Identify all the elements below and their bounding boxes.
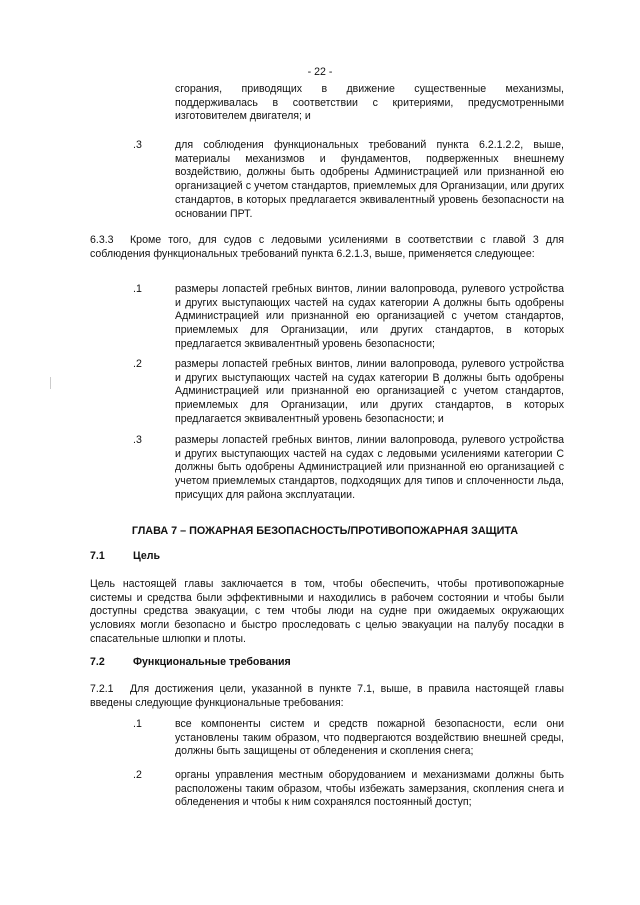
- item-text: для соблюдения функциональных требований пункта 6.2.1.2.2, выше, материалы механизмов и фундаментов, подверженных внешнему воздействию, должны быть одобрены Администрацией или признанной ею организацией с учетом стандартов, приемлемых для Организации, или других стандартов, в которых предлагается эквивалентный уровень безопасности на основании ПРТ.: [175, 139, 564, 220]
- page-number: - 22 -: [307, 66, 333, 78]
- list-item-number: .1: [133, 718, 142, 730]
- margin-mark: [50, 377, 51, 389]
- item-number: .3: [133, 139, 142, 151]
- list-item-number: .3: [133, 434, 142, 446]
- section-heading-title: Функциональные требования: [133, 656, 291, 668]
- section-heading-number: 7.2: [90, 656, 105, 668]
- continuation-text: сгорания, приводящих в движение существенные механизмы, поддерживалась в соответствии с критериями, предусмотренными изготовителем двигателя; и: [175, 83, 564, 123]
- list-item-text: размеры лопастей гребных винтов, линии валопровода, рулевого устройства и других выступающих частей на судах категории B должны быть одобрены Администрацией или признанной ею организацией с учетом стандартов, приемлемых для Организации, или других стандартов, в которых предлагается эквивалентный уровень безопасности; и: [175, 358, 564, 425]
- section-paragraph: Цель настоящей главы заключается в том, чтобы обеспечить, чтобы противопожарные системы и средства были эффективными и находились в рабочем состоянии и чтобы были доступны средства эвакуации, с тем чтобы люди на судне при ожидаемых окружающих условиях могли безопасно и быстро проследовать с целью эвакуации на палубу посадки в спасательные шлюпки и плоты.: [90, 578, 564, 645]
- chapter-title: ГЛАВА 7 – ПОЖАРНАЯ БЕЗОПАСНОСТЬ/ПРОТИВОПОЖАРНАЯ ЗАЩИТА: [131, 525, 519, 537]
- subsection-text: Для достижения цели, указанной в пункте 7.1, выше, в правила настоящей главы введены следующие функциональные требования:: [90, 683, 564, 709]
- list-item-text: органы управления местным оборудованием и механизмами должны быть расположены таким образом, чтобы избежать замерзания, скопления снега и обледенения и чтобы к ним сохранялся постоянный доступ;: [175, 769, 564, 809]
- list-item-number: .2: [133, 769, 142, 781]
- list-item-text: размеры лопастей гребных винтов, линии валопровода, рулевого устройства и других выступающих частей на судах с ледовыми усилениями категории C должны быть одобрены Администрацией или признанной ею организацией с учетом приемлемых стандартов, подходящих для типов и сплоченности льда, присущих для района эксплуатации.: [175, 434, 564, 501]
- section-text: Кроме того, для судов с ледовыми усилениями в соответствии с главой 3 для соблюдения функциональных требований пункта 6.2.1.3, выше, применяется следующее:: [90, 234, 564, 260]
- subsection-number: 7.2.1: [90, 683, 114, 695]
- list-item-text: все компоненты систем и средств пожарной безопасности, если они установлены таким образом, что подвергаются воздействию внешней среды, должны быть защищены от обледенения и скопления снега;: [175, 718, 564, 758]
- section-number: 6.3.3: [90, 234, 114, 246]
- list-item-number: .1: [133, 283, 142, 295]
- list-item-number: .2: [133, 358, 142, 370]
- section-heading-number: 7.1: [90, 550, 105, 562]
- list-item-text: размеры лопастей гребных винтов, линии валопровода, рулевого устройства и других выступающих частей на судах категории A должны быть одобрены Администрацией или признанной ею организацией с учетом стандартов, приемлемых для Организации, или других стандартов, в которых предлагается эквивалентный уровень безопасности;: [175, 283, 564, 350]
- section-heading-title: Цель: [133, 550, 161, 562]
